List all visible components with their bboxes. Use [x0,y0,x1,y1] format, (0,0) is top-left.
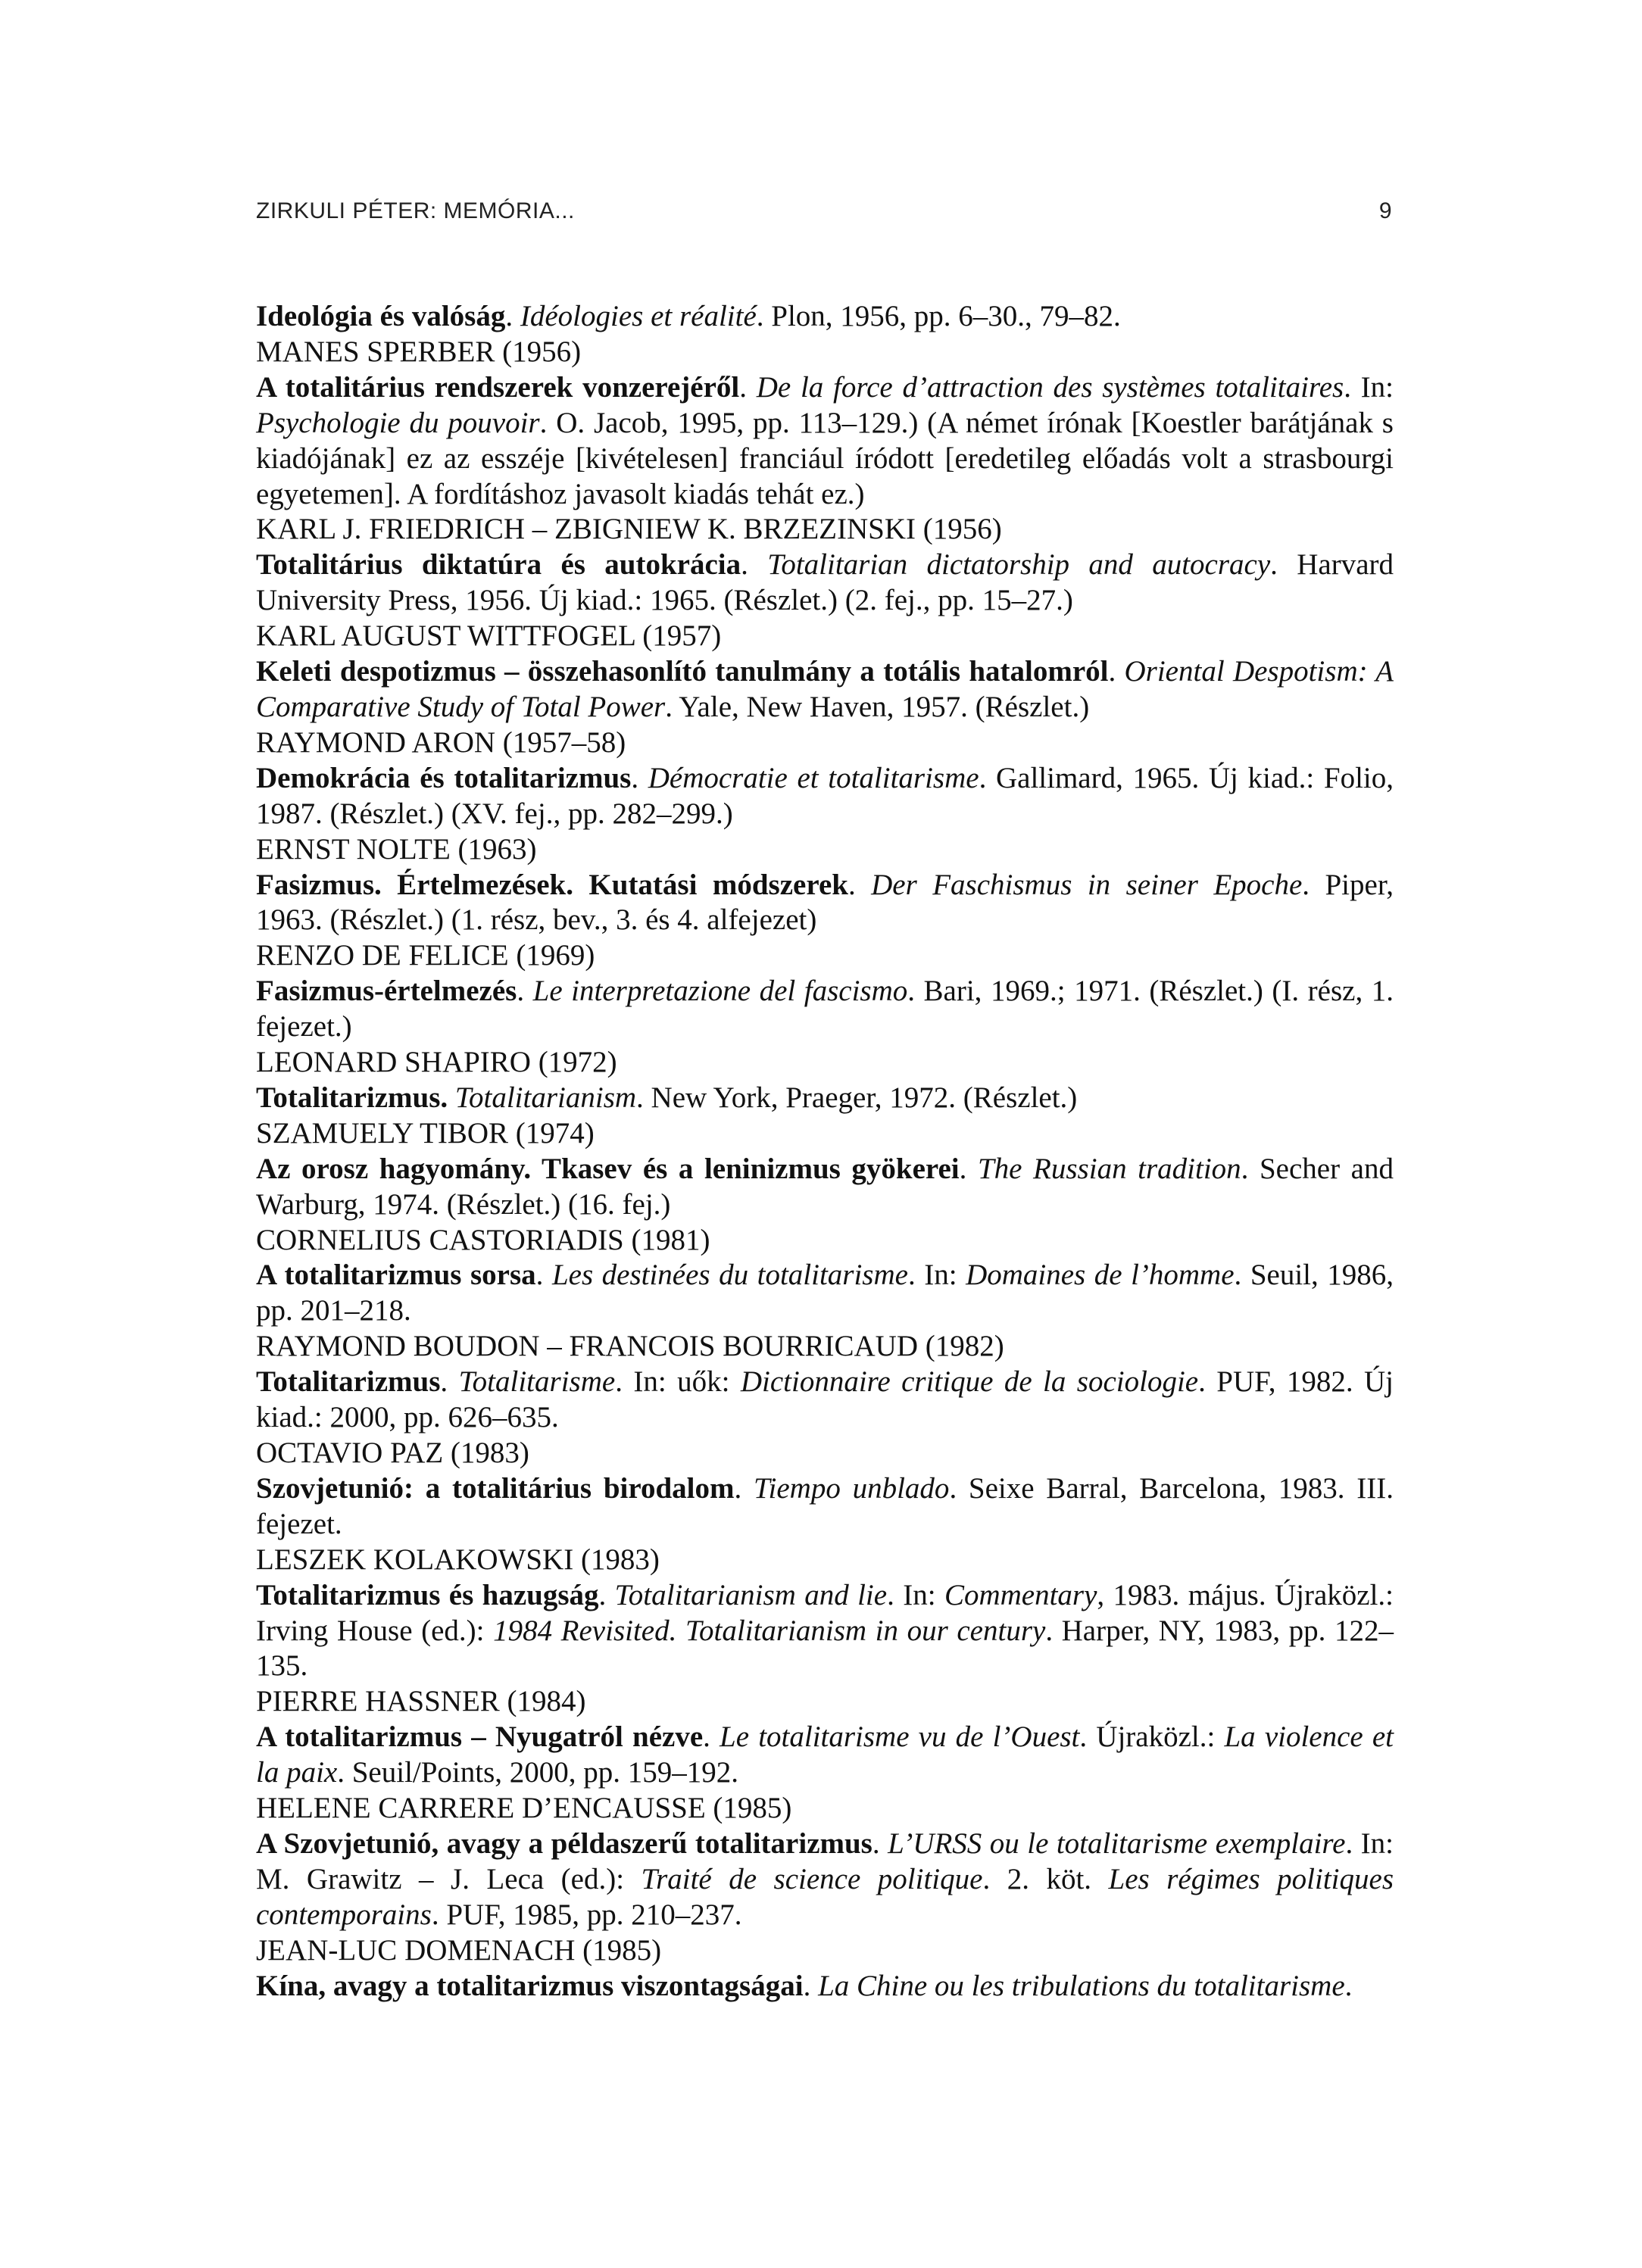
citation-text: . Seuil/Points, 2000, pp. 159–192. [337,1756,739,1789]
citation-text: . [803,1969,819,2002]
citation-text: . In: [887,1578,944,1611]
author-heading: LEONARD SHAPIRO (1972) [256,1046,617,1079]
citation-text: . Gallimard, 1965. Új kiad.: Folio, 1987. (Részlet.) (XV. fej., pp. 282–299.) [256,761,1394,830]
hungarian-title: Totalitarizmus. [256,1081,448,1114]
citation-text: , 1983. május. Újraközl.: Irving House (ed.): [256,1578,1394,1647]
citation-text: . Piper, 1963. (Részlet.) (1. rész, bev., 3. és 4. alfejezet) [256,868,1394,937]
citation-text: . [505,300,520,332]
original-title: Les régimes politiques contemporains [256,1862,1394,1931]
original-title: L’URSS ou le totalitarisme exemplaire [888,1827,1346,1860]
page-header [256,198,1392,224]
original-title: Le totalitarisme vu de l’Ouest [720,1720,1080,1754]
citation-text: . [631,761,648,794]
citation-text: . [440,1365,459,1399]
citation-text: . [848,868,872,901]
bibliography-entry [256,1365,1394,1436]
bibliography-list [256,299,1394,2004]
citation-text: . Plon, 1956, pp. 6–30., 79–82. [756,300,1121,332]
citation-text: . In: [1344,370,1394,404]
citation-text: . New York, Praeger, 1972. (Részlet.) [636,1081,1078,1114]
hungarian-title: A totalitarizmus sorsa [256,1259,536,1292]
original-title: Le interpretazione del fascismo [532,975,908,1008]
hungarian-title: Szovjetunió: a totalitárius birodalom [256,1471,735,1505]
citation-text: . [741,548,768,582]
author-heading: RAYMOND BOUDON – FRANCOIS BOURRICAUD (1982) [256,1330,1004,1363]
bibliography-entry [256,654,1394,725]
original-title: Der Faschismus in seiner Epoche [871,868,1303,901]
author-heading: LESZEK KOLAKOWSKI (1983) [256,1543,660,1576]
citation-text: . PUF, 1982. Új kiad.: 2000, pp. 626–635. [256,1365,1394,1434]
citation-text: . Secher and Warburg, 1974. (Részlet.) (16. fej.) [256,1152,1394,1221]
hungarian-title: Fasizmus-értelmezés [256,975,517,1008]
citation-text: . Bari, 1969.; 1971. (Részlet.) (I. rész, 1. fejezet.) [256,975,1394,1044]
original-title: The Russian tradition [977,1152,1241,1185]
author-heading: KARL J. FRIEDRICH – ZBIGNIEW K. BRZEZINSKI (1956) [256,513,1002,546]
original-title: Psychologie du pouvoir [256,406,540,439]
author-heading: SZAMUELY TIBOR (1974) [256,1116,595,1150]
original-title: La violence et la paix [256,1720,1394,1789]
citation-text: . Yale, New Haven, 1957. (Részlet.) [665,690,1090,723]
hungarian-title: A totalitárius rendszerek vonzerejéről [256,370,740,404]
author-heading: RAYMOND ARON (1957–58) [256,725,626,759]
original-title: Totalitarian dictatorship and autocracy [767,548,1271,582]
original-title: Dictionnaire critique de la sociologie [740,1365,1199,1399]
bibliography-entry [256,548,1394,619]
bibliography-entry [256,299,1394,335]
hungarian-title: Totalitarizmus [256,1365,441,1399]
author-heading: JEAN-LUC DOMENACH (1985) [256,1933,662,1967]
citation-text: . In: M. Grawitz – J. Leca (ed.): [256,1827,1394,1895]
author-heading: MANES SPERBER (1956) [256,335,582,368]
hungarian-title: Az orosz hagyomány. Tkasev és a leninizmus gyökerei [256,1152,960,1185]
citation-text: . [703,1720,720,1754]
citation-text: . [959,1152,978,1185]
hungarian-title: Keleti despotizmus – összehasonlító tanulmány a totális hatalomról [256,655,1109,688]
citation-text: . Seixe Barral, Barcelona, 1983. III. fejezet. [256,1471,1394,1540]
bibliography-entry [256,370,1394,513]
bibliography-entry [256,1258,1394,1329]
original-title: Totalitarisme [458,1365,616,1399]
citation-text: . [1108,655,1125,688]
hungarian-title: Totalitárius diktatúra és autokrácia [256,548,741,582]
bibliography-entry [256,1578,1394,1685]
author-heading: HELENE CARRERE D’ENCAUSSE (1985) [256,1792,792,1825]
hungarian-title: Ideológia és valóság [256,300,506,332]
citation-text: . Harvard University Press, 1956. Új kiad.: 1965. (Részlet.) (2. fej., pp. 15–27.) [256,548,1394,617]
page-number: 9 [1378,198,1392,223]
bibliography-entry [256,1471,1394,1543]
hungarian-title: Kína, avagy a totalitarizmus viszontagságai [256,1969,804,2002]
citation-text: . [734,1471,754,1505]
original-title: Les destinées du totalitarisme [551,1259,908,1292]
original-title: Traité de science politique [641,1862,983,1895]
citation-text: . Harper, NY, 1983, pp. 122–135. [256,1614,1394,1683]
citation-text: . [1344,1969,1353,2002]
author-heading: OCTAVIO PAZ (1983) [256,1437,529,1469]
citation-text: . Seuil, 1986, pp. 201–218. [256,1259,1394,1327]
original-title: Totalitarianism and lie [614,1578,888,1611]
citation-text: . Újraközl.: [1079,1720,1225,1754]
author-heading: RENZO DE FELICE (1969) [256,939,595,972]
citation-text: . O. Jacob, 1995, pp. 113–129.) (A német írónak [Koestler barátjának s kiadójának] ez az esszéje [kivételesen] franciául íródott [eredetileg előadás volt a strasbourgi egyetemen]. A fordításhoz javasolt kiadás tehát ez.) [256,406,1394,510]
original-title: Domaines de l’homme [966,1259,1235,1292]
citation-text: . [872,1827,888,1860]
citation-text: . In: [907,1259,966,1292]
citation-text: . In: uők: [615,1365,741,1399]
citation-text: . [535,1259,552,1292]
hungarian-title: Demokrácia és totalitarizmus [256,761,632,794]
hungarian-title: A Szovjetunió, avagy a példaszerű totalitarizmus [256,1827,873,1860]
bibliography-entry [256,868,1394,939]
bibliography-entry [256,1969,1394,2004]
citation-text: . [517,975,533,1008]
hungarian-title: A totalitarizmus – Nyugatról nézve [256,1720,704,1754]
original-title: De la force d’attraction des systèmes totalitaires [756,370,1344,404]
bibliography-entry [256,761,1394,832]
original-title: 1984 Revisited. Totalitarianism in our century [493,1614,1046,1647]
citation-text: . 2. köt. [982,1862,1109,1895]
author-heading: KARL AUGUST WITTFOGEL (1957) [256,619,722,653]
citation-text: . [739,370,757,404]
bibliography-entry [256,1827,1394,1933]
original-title: Commentary [944,1578,1097,1611]
original-title: Démocratie et totalitarisme [648,761,979,794]
author-heading: CORNELIUS CASTORIADIS (1981) [256,1223,710,1256]
bibliography-entry [256,1152,1394,1223]
author-heading: ERNST NOLTE (1963) [256,832,537,866]
author-heading: PIERRE HASSNER (1984) [256,1685,586,1718]
running-title: ZIRKULI PÉTER: MEMÓRIA... [256,198,575,223]
hungarian-title: Totalitarizmus és hazugság [256,1578,599,1611]
bibliography-entry [256,1720,1394,1791]
citation-text [448,1081,455,1114]
original-title: Totalitarianism [454,1081,637,1114]
original-title: Oriental Despotism: A Comparative Study of Total Power [256,655,1394,723]
original-title: Idéologies et réalité [520,300,757,332]
hungarian-title: Fasizmus. Értelmezések. Kutatási módszerek [256,868,848,901]
bibliography-entry [256,974,1394,1045]
bibliography-entry [256,1081,1394,1116]
citation-text: . PUF, 1985, pp. 210–237. [431,1898,742,1931]
original-title: La Chine ou les tribulations du totalitarisme [818,1969,1345,2002]
original-title: Tiempo unblado [754,1471,950,1505]
citation-text: . [598,1578,615,1611]
